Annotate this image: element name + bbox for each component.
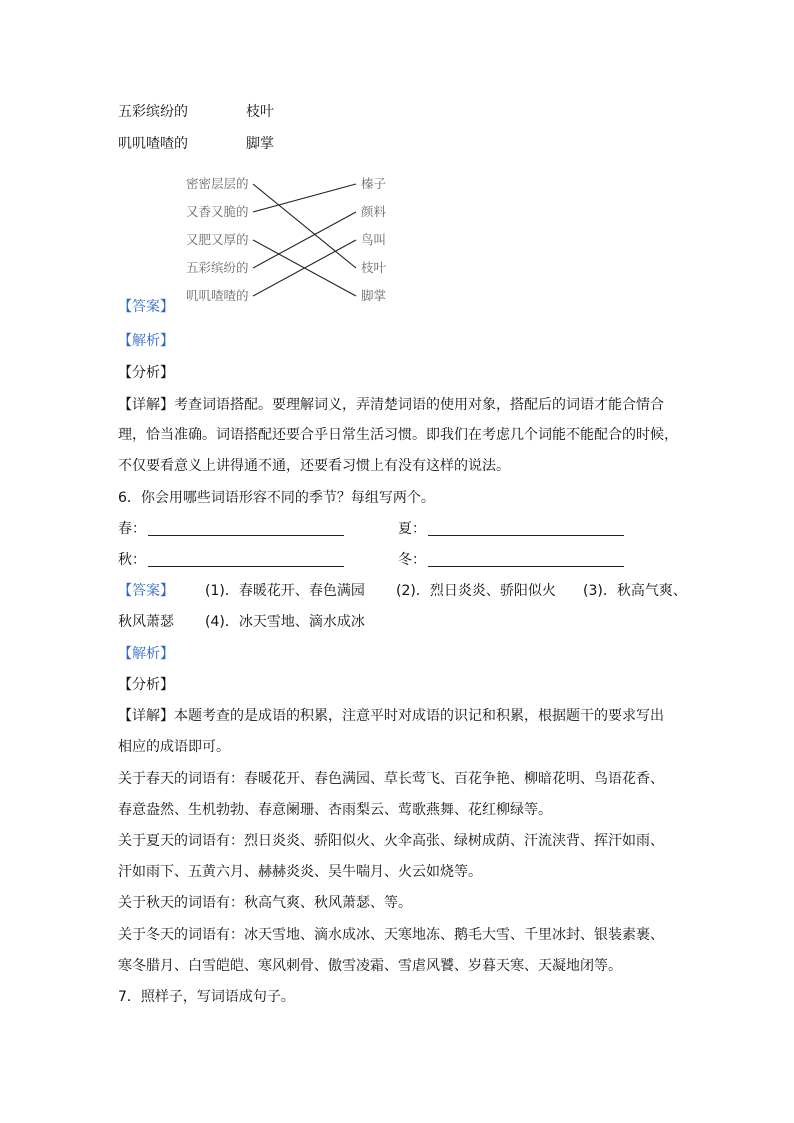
match-right-item: 鸟叫 — [361, 232, 387, 247]
pair-right-2: 脚掌 — [246, 136, 274, 152]
match-right-item: 颜料 — [361, 204, 387, 219]
match-connector-line — [253, 184, 356, 268]
q6-question: 6．你会用哪些词语形容不同的季节？每组写两个。 — [118, 490, 435, 506]
q6-analysis-label: 【解析】 — [118, 646, 174, 662]
q5-detail-text-1: 考查词语搭配。要理解词义，弄清楚词语的使用对象，搭配后的词语才能合情合 — [174, 397, 664, 413]
q6-answer-3: (3)．秋高气爽、 — [583, 583, 687, 599]
winter-words-line-1: 关于冬天的词语有：冰天雪地、滴水成冰、天寒地冻、鹅毛大雪、千里冰封、银装素裹、 — [118, 927, 664, 943]
q5-detail-label: 【详解】 — [118, 397, 174, 413]
pair-left-2: 叽叽喳喳的 — [118, 136, 188, 152]
autumn-words-line: 关于秋天的词语有：秋高气爽、秋风萧瑟、等。 — [118, 895, 412, 911]
spring-words-line-2: 春意盎然、生机勃勃、春意阑珊、杏雨梨云、莺歌燕舞、花红柳绿等。 — [118, 802, 552, 818]
q6-fenxi-label: 【分析】 — [118, 677, 174, 693]
match-left-item: 密密层层的 — [186, 176, 249, 191]
winter-words-line-2: 寒冬腊月、白雪皑皑、寒风刺骨、傲雪凌霜、雪虐风饕、岁暮天寒、天凝地闭等。 — [118, 958, 622, 974]
autumn-blank[interactable] — [148, 566, 344, 567]
match-left-item: 又肥又厚的 — [186, 232, 249, 247]
q6-answer-3-cont: 秋风萧瑟 — [118, 614, 174, 630]
match-left-item: 叽叽喳喳的 — [186, 288, 249, 303]
match-left-item: 又香又脆的 — [186, 204, 249, 219]
match-connector-line — [253, 212, 356, 268]
match-right-item: 榛子 — [361, 176, 387, 191]
pair-right-1: 枝叶 — [246, 104, 274, 120]
pair-left-1: 五彩缤纷的 — [118, 104, 188, 120]
q5-fenxi-label: 【分析】 — [118, 365, 174, 381]
q6-detail-label: 【详解】 — [118, 708, 174, 724]
q6-answer-label: 【答案】 — [118, 583, 174, 599]
winter-label: 冬： — [398, 552, 426, 568]
q5-detail-line-3: 不仅要看意义上讲得通不通，还要看习惯上有没有这样的说法。 — [118, 458, 510, 474]
q6-answer-1: (1)．春暖花开、春色满园 — [205, 583, 365, 599]
spring-words-line-1: 关于春天的词语有：春暖花开、春色满园、草长莺飞、百花争艳、柳暗花明、鸟语花香、 — [118, 771, 664, 787]
q6-detail-line-1 — [118, 706, 664, 726]
q5-analysis-label: 【解析】 — [118, 333, 174, 349]
summer-words-line-2: 汗如雨下、五黄六月、赫赫炎炎、吴牛喘月、火云如烧等。 — [118, 864, 482, 880]
q6-detail-text-1: 本题考查的是成语的积累，注意平时对成语的识记和积累，根据题干的要求写出 — [174, 708, 664, 724]
summer-words-line-1: 关于夏天的词语有：烈日炎炎、骄阳似火、火伞高张、绿树成荫、汗流浃背、挥汗如雨、 — [118, 833, 664, 849]
match-right-item: 脚掌 — [361, 288, 387, 303]
q6-detail-line-2: 相应的成语即可。 — [118, 739, 230, 755]
q6-answer-2: (2)．烈日炎炎、骄阳似火 — [396, 583, 556, 599]
spring-blank[interactable] — [148, 535, 344, 536]
q5-detail-line-2: 理，恰当准确。词语搭配还要合乎日常生活习惯。即我们在考虑几个词能不能配合的时候， — [118, 427, 678, 443]
match-connector-line — [253, 184, 356, 212]
q5-detail-line-1 — [118, 395, 664, 415]
summer-label: 夏： — [398, 521, 426, 537]
q7-question: 7．照样子，写词语成句子。 — [118, 989, 295, 1005]
q5-answer-label: 【答案】 — [118, 299, 174, 315]
match-left-item: 五彩缤纷的 — [186, 260, 249, 275]
spring-label: 春： — [118, 521, 146, 537]
autumn-label: 秋： — [118, 552, 146, 568]
winter-blank[interactable] — [428, 566, 624, 567]
match-right-item: 枝叶 — [361, 260, 387, 275]
q6-answer-4: (4)．冰天雪地、滴水成冰 — [205, 614, 365, 630]
summer-blank[interactable] — [428, 535, 624, 536]
